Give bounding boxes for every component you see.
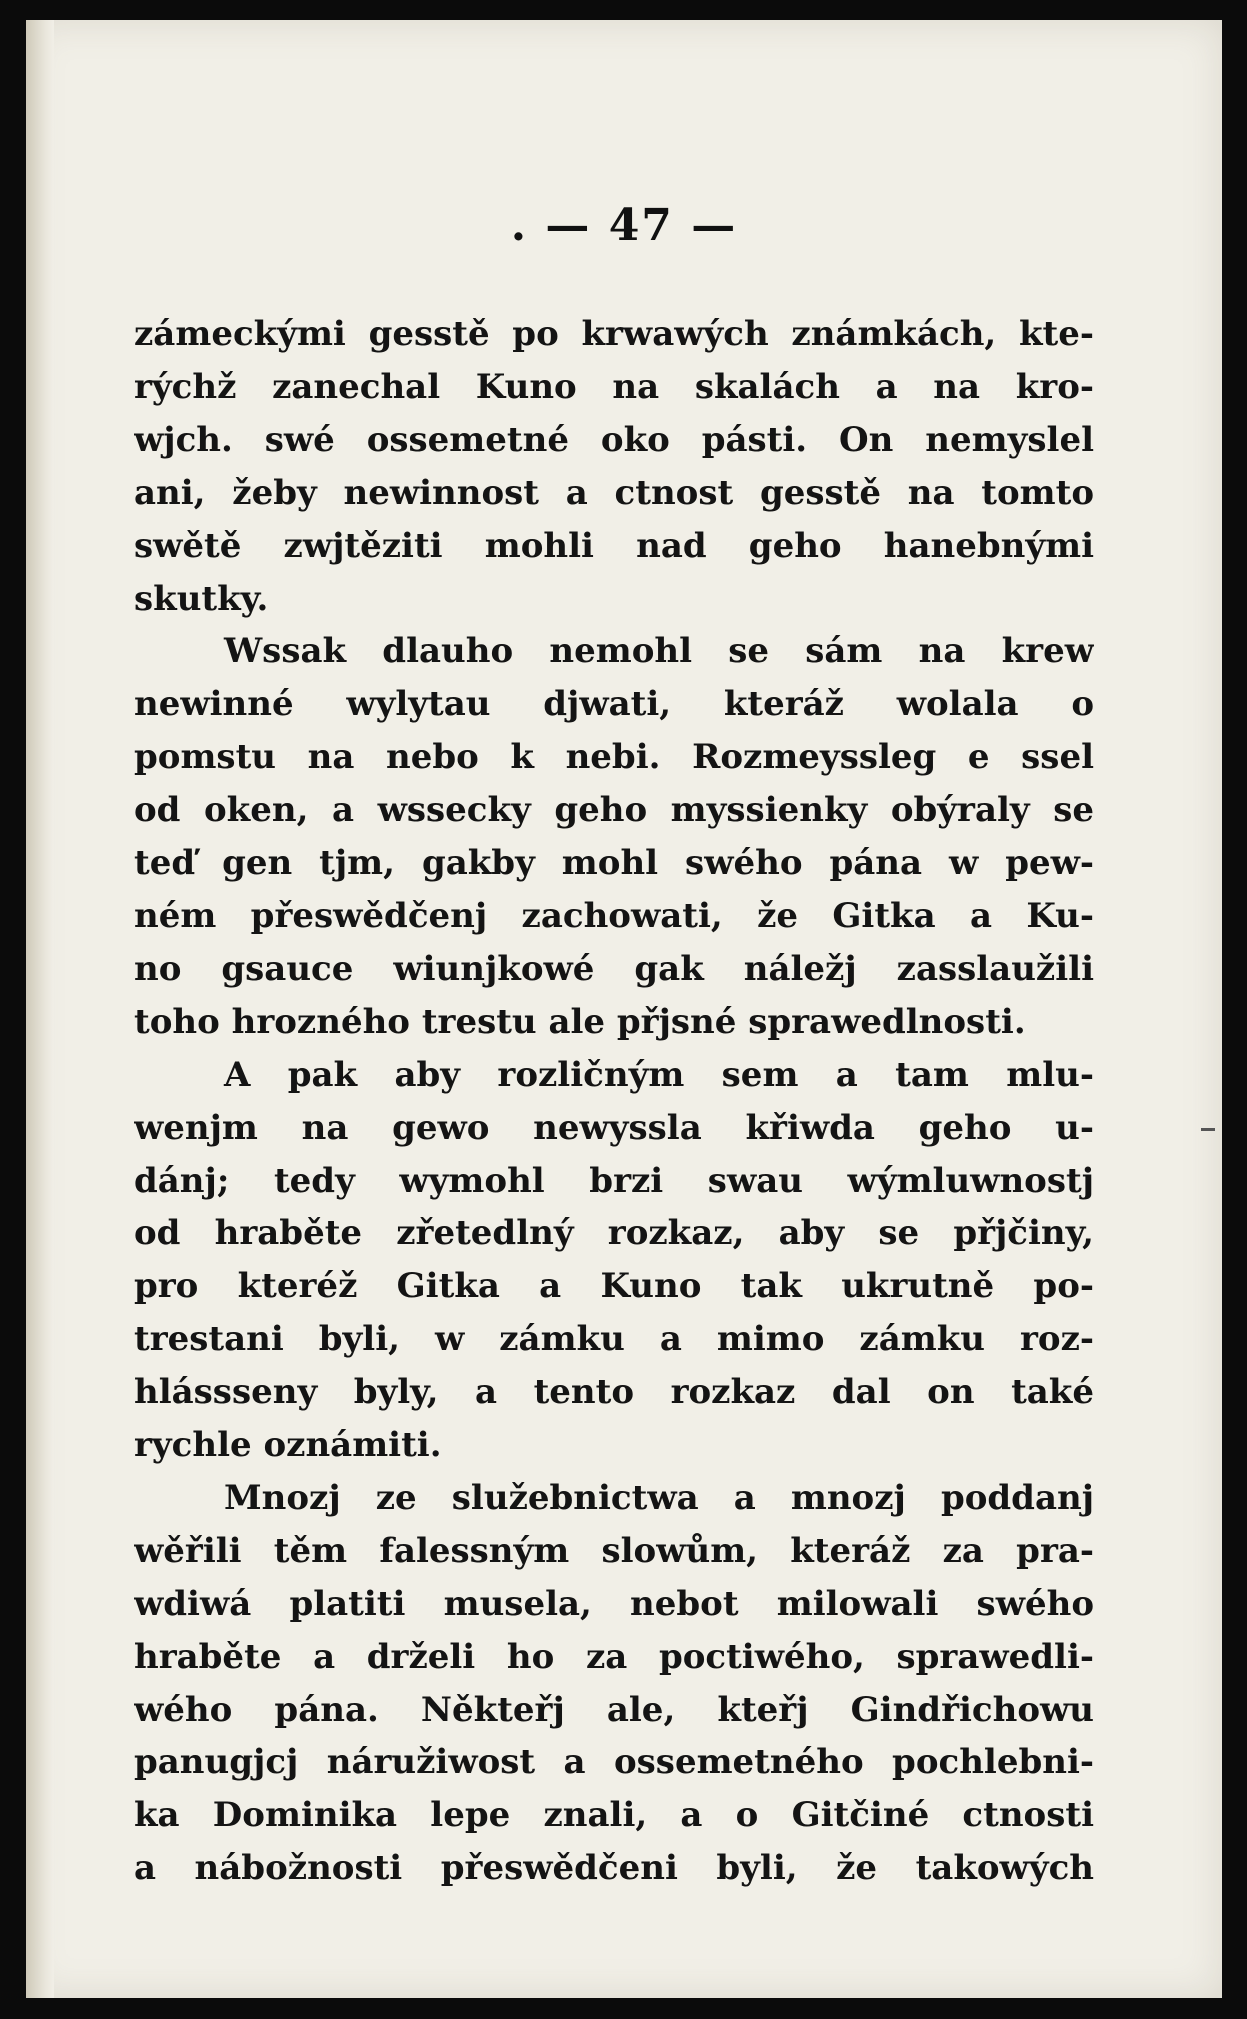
text-line: pro kteréž Gitka a Kuno tak ukrutně po- [134, 1266, 1094, 1307]
text-line: toho hrozného trestu ale přjsné sprawedlnosti. [134, 1001, 1026, 1042]
text-line: zámeckými gesstě po krwawých známkách, kte- [134, 314, 1094, 354]
text-line: ani, žeby newinnost a ctnost gesstě na tomto [134, 472, 1094, 513]
text-line: od hraběte zřetedlný rozkaz, aby se přjčiny, [134, 1213, 1094, 1254]
text-line: wěřili těm falessným slowům, kteráž za pra- [134, 1530, 1094, 1571]
text-line: swětě zwjtěziti mohli nad geho hanebnými [134, 525, 1094, 566]
text-line: wjch. swé ossemetné oko pásti. On nemyslel [134, 419, 1094, 460]
text-line: od oken, a wssecky geho myssienky obýraly se [134, 790, 1094, 831]
text-line: Mnozj ze služebnictwa a mnozj poddanj [224, 1477, 1094, 1518]
text-line: a nábožnosti přeswědčeni byli, že takowých [134, 1848, 1094, 1889]
text-line: rýchž zanechal Kuno na skalách a na kro- [134, 366, 1094, 407]
text-line: ném přeswědčenj zachowati, že Gitka a Ku- [134, 895, 1094, 936]
book-page [26, 20, 1222, 1998]
text-line: newinné wylytau djwati, kteráž wolala o [134, 684, 1094, 725]
text-line: A pak aby rozličným sem a tam mlu- [224, 1054, 1094, 1095]
page-gutter-shadow [26, 20, 54, 1998]
text-line: pomstu na nebo k nebi. Rozmeyssleg e ssel [134, 737, 1094, 778]
page-number-header: . — 47 — [510, 200, 738, 251]
text-line: dánj; tedy wymohl brzi swau wýmluwnostj [134, 1160, 1094, 1201]
text-line: wenjm na gewo newyssla křiwda geho u- [134, 1107, 1094, 1148]
text-line: rychle oznámiti. [134, 1425, 442, 1466]
body-text [134, 308, 1094, 1895]
text-line: hlássseny byly, a tento rozkaz dal on také [134, 1372, 1094, 1413]
text-line: skutky. [134, 578, 269, 619]
text-line: panugjcj náružiwost a ossemetného pochlebni- [134, 1742, 1094, 1783]
text-line: trestani byli, w zámku a mimo zámku roz- [134, 1319, 1094, 1360]
text-line: teď gen tjm, gakby mohl swého pána w pew- [134, 843, 1094, 884]
text-line: wého pána. Někteřj ale, kteřj Gindřichowu [134, 1689, 1094, 1730]
margin-mark [1201, 1128, 1215, 1131]
text-line: wdiwá platiti musela, nebot milowali swého [134, 1583, 1094, 1624]
text-line: hraběte a drželi ho za poctiwého, sprawedli- [134, 1636, 1094, 1677]
text-line: ka Dominika lepe znali, a o Gitčiné ctnosti [134, 1795, 1094, 1836]
text-line: no gsauce wiunjkowé gak náležj zasslaužili [134, 948, 1094, 989]
text-line: Wssak dlauho nemohl se sám na krew [224, 631, 1094, 672]
